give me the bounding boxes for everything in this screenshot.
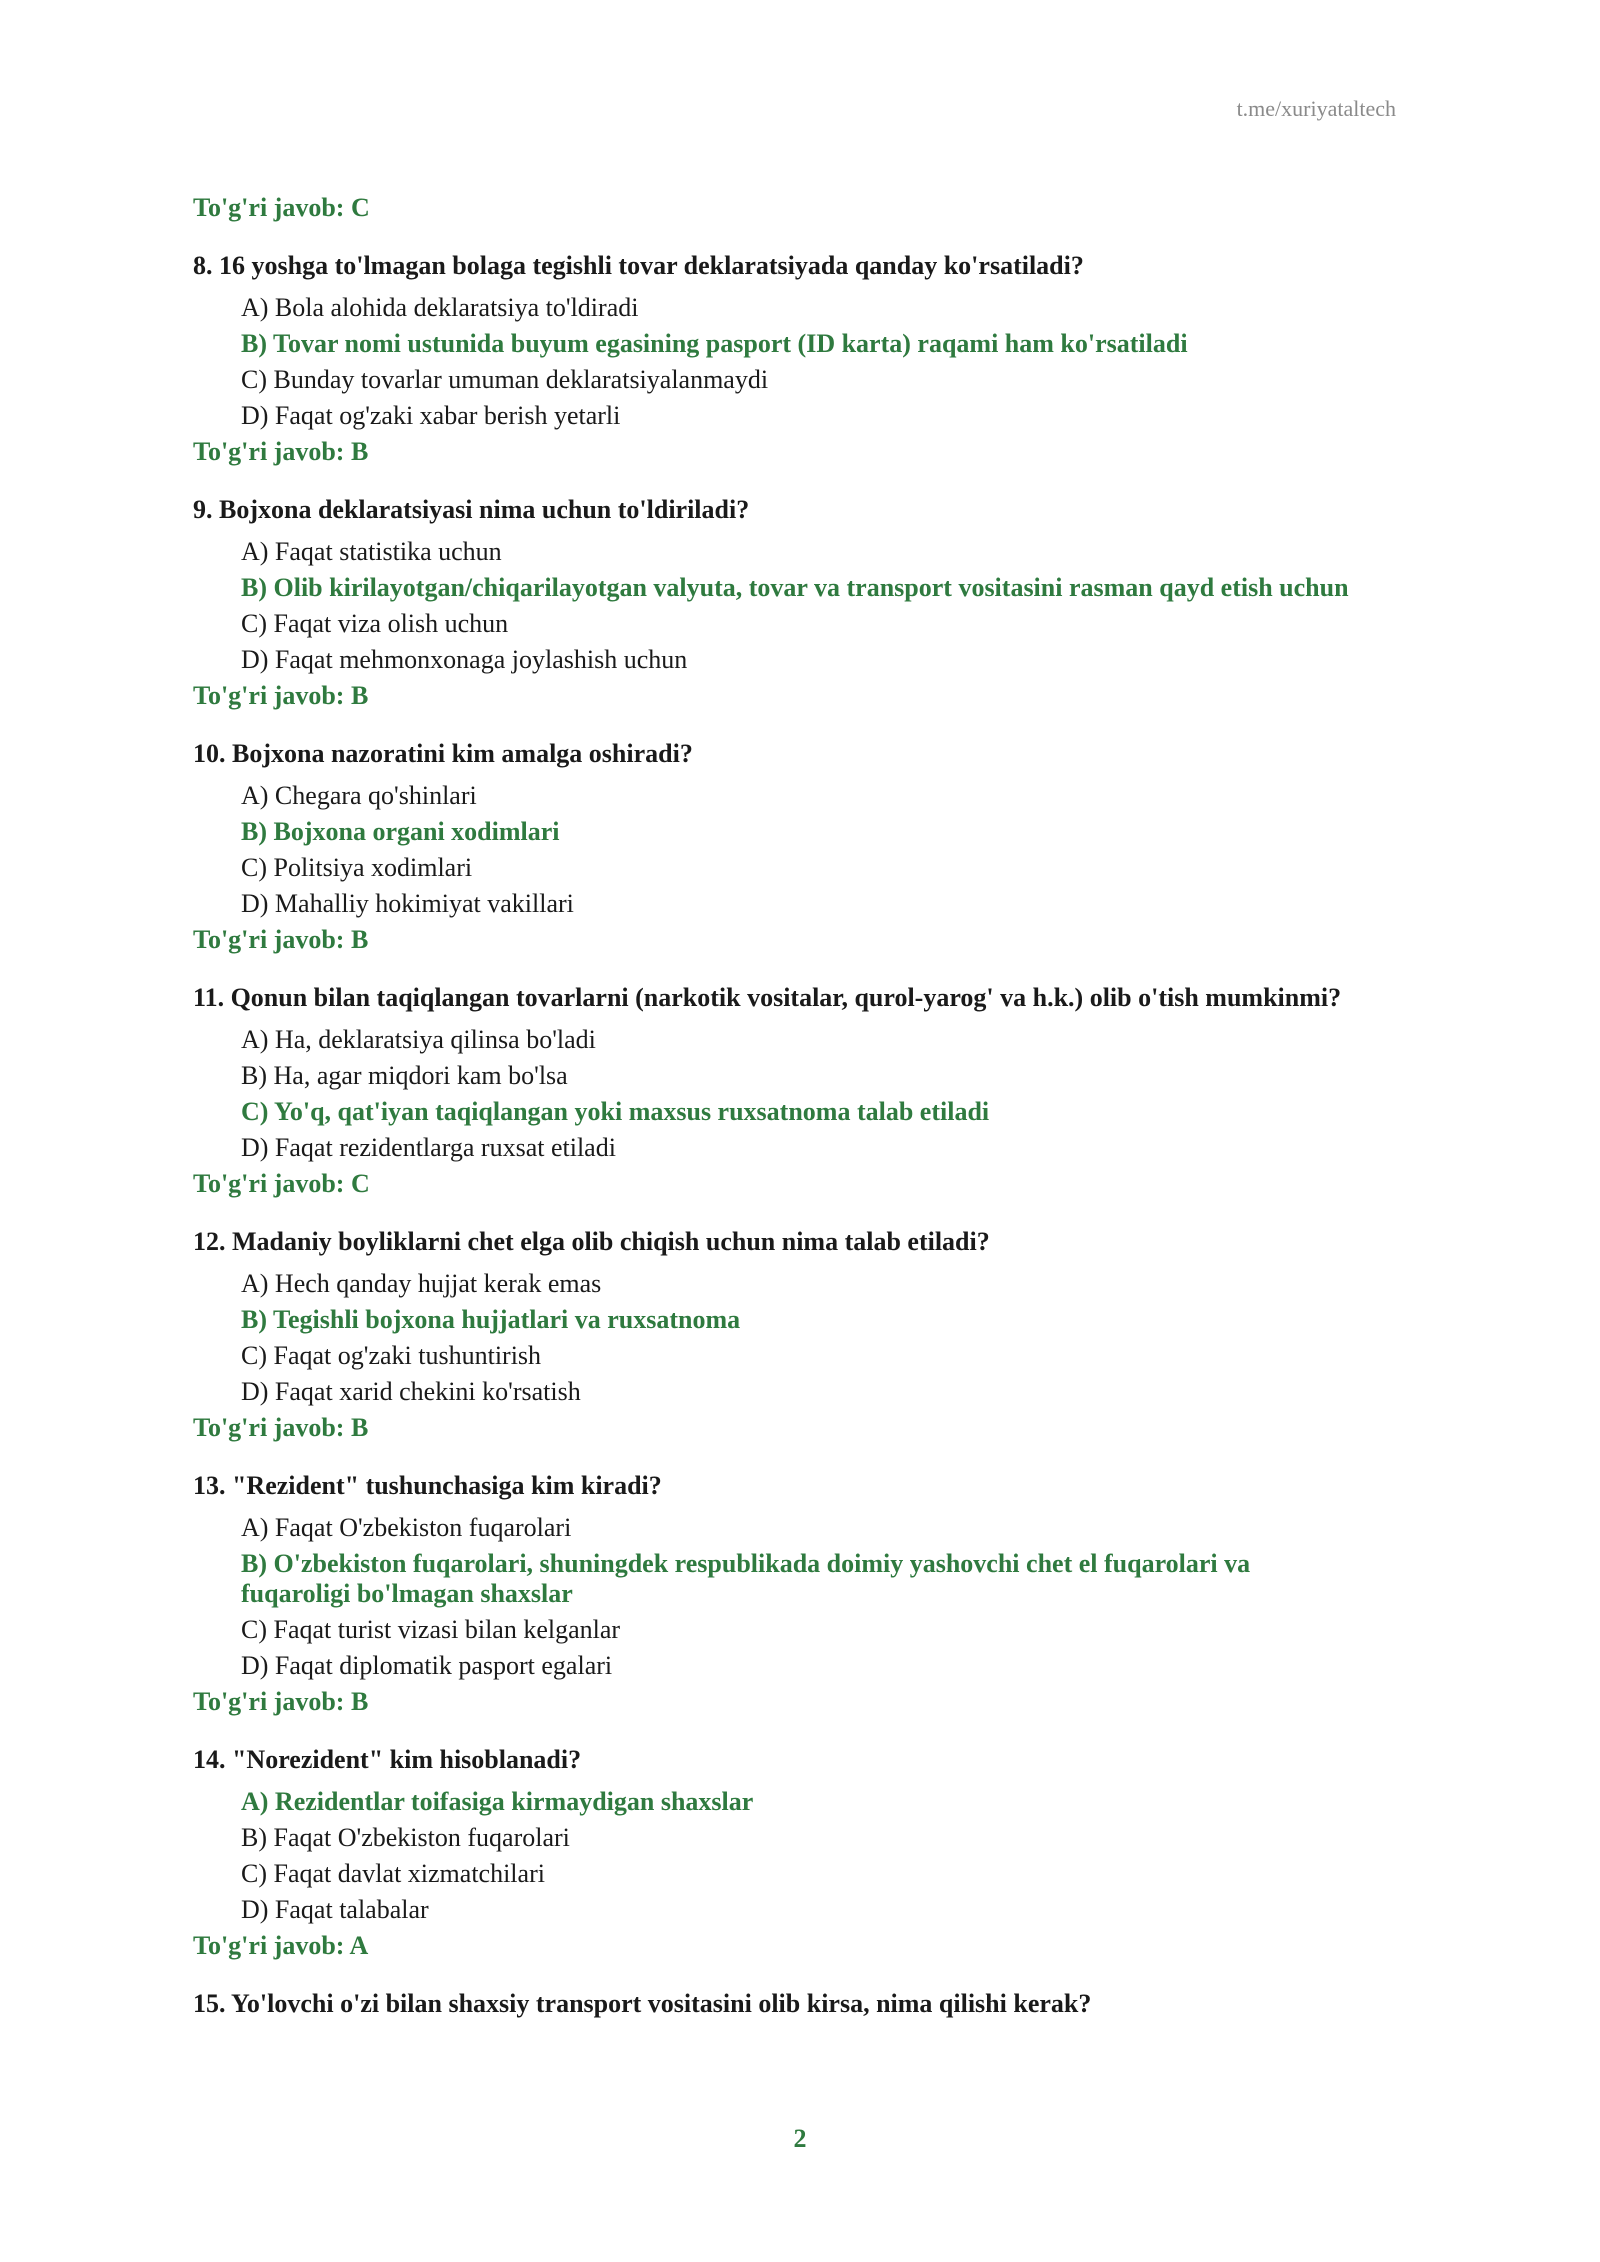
option-c-correct: C) Yo'q, qat'iyan taqiqlangan yoki maxsus ruxsatnoma talab etiladi bbox=[241, 1097, 990, 1126]
option-list bbox=[193, 1784, 1423, 1928]
question-title: 11. Qonun bilan taqiqlangan tovarlarni (narkotik vositalar, qurol-yarog' va h.k.) olib o'tish mumkinmi? bbox=[193, 983, 1342, 1012]
option-a: A) Faqat O'zbekiston fuqarolari bbox=[241, 1513, 572, 1542]
answer-line: To'g'ri javob: A bbox=[193, 1931, 369, 1960]
option-c: C) Bunday tovarlar umuman deklaratsiyalanmaydi bbox=[241, 365, 769, 394]
question-title: 12. Madaniy boyliklarni chet elga olib chiqish uchun nima talab etiladi? bbox=[193, 1227, 990, 1256]
option-d: D) Mahalliy hokimiyat vakillari bbox=[241, 889, 574, 918]
option-b-correct: B) O'zbekiston fuqarolari, shuningdek respublikada doimiy yashovchi chet el fuqarolari va fuqaroligi bo'lmagan shaxslar bbox=[241, 1549, 1251, 1608]
option-b: B) Faqat O'zbekiston fuqarolari bbox=[241, 1823, 570, 1852]
option-d: D) Faqat rezidentlarga ruxsat etiladi bbox=[241, 1133, 616, 1162]
document-body bbox=[193, 190, 1423, 2028]
answer-line: To'g'ri javob: B bbox=[193, 681, 369, 710]
option-c: C) Faqat turist vizasi bilan kelganlar bbox=[241, 1615, 621, 1644]
option-d: D) Faqat talabalar bbox=[241, 1895, 429, 1924]
option-b-correct: B) Tegishli bojxona hujjatlari va ruxsatnoma bbox=[241, 1305, 741, 1334]
option-c: C) Faqat viza olish uchun bbox=[241, 609, 509, 638]
option-a-correct: A) Rezidentlar toifasiga kirmaydigan shaxslar bbox=[241, 1787, 754, 1816]
option-a: A) Faqat statistika uchun bbox=[241, 537, 502, 566]
option-list bbox=[193, 290, 1423, 434]
question-title: 13. "Rezident" tushunchasiga kim kiradi? bbox=[193, 1471, 662, 1500]
option-d: D) Faqat xarid chekini ko'rsatish bbox=[241, 1377, 581, 1406]
option-list bbox=[193, 778, 1423, 922]
option-list bbox=[193, 1022, 1423, 1166]
option-d: D) Faqat diplomatik pasport egalari bbox=[241, 1651, 613, 1680]
option-list bbox=[193, 1266, 1423, 1410]
question-block bbox=[193, 1742, 1423, 1964]
option-b-correct: B) Olib kirilayotgan/chiqarilayotgan valyuta, tovar va transport vositasini rasman qayd etish uchun bbox=[241, 573, 1349, 602]
option-a: A) Chegara qo'shinlari bbox=[241, 781, 477, 810]
question-block bbox=[193, 1986, 1423, 2022]
answer-line: To'g'ri javob: C bbox=[193, 193, 370, 222]
question-title: 10. Bojxona nazoratini kim amalga oshiradi? bbox=[193, 739, 693, 768]
option-b-correct: B) Bojxona organi xodimlari bbox=[241, 817, 560, 846]
answer-line: To'g'ri javob: B bbox=[193, 437, 369, 466]
header-link[interactable]: t.me/xuriyataltech bbox=[1236, 96, 1396, 121]
option-d: D) Faqat og'zaki xabar berish yetarli bbox=[241, 401, 621, 430]
question-block bbox=[193, 492, 1423, 714]
answer-line: To'g'ri javob: B bbox=[193, 1413, 369, 1442]
option-d: D) Faqat mehmonxonaga joylashish uchun bbox=[241, 645, 688, 674]
question-block bbox=[193, 736, 1423, 958]
option-c: C) Politsiya xodimlari bbox=[241, 853, 473, 882]
option-list bbox=[193, 534, 1423, 678]
answer-line: To'g'ri javob: B bbox=[193, 925, 369, 954]
question-block bbox=[193, 248, 1423, 470]
question-block bbox=[193, 1224, 1423, 1446]
option-list bbox=[193, 1510, 1423, 1684]
question-title: 9. Bojxona deklaratsiyasi nima uchun to'ldiriladi? bbox=[193, 495, 750, 524]
page-number: 2 bbox=[793, 2124, 807, 2153]
question-block bbox=[193, 1468, 1423, 1720]
question-title: 8. 16 yoshga to'lmagan bolaga tegishli tovar deklaratsiyada qanday ko'rsatiladi? bbox=[193, 251, 1084, 280]
option-b-correct: B) Tovar nomi ustunida buyum egasining pasport (ID karta) raqami ham ko'rsatiladi bbox=[241, 329, 1188, 358]
option-a: A) Bola alohida deklaratsiya to'ldiradi bbox=[241, 293, 639, 322]
answer-line: To'g'ri javob: C bbox=[193, 1169, 370, 1198]
answer-line: To'g'ri javob: B bbox=[193, 1687, 369, 1716]
option-b: B) Ha, agar miqdori kam bo'lsa bbox=[241, 1061, 568, 1090]
question-title: 14. "Norezident" kim hisoblanadi? bbox=[193, 1745, 582, 1774]
question-block bbox=[193, 980, 1423, 1202]
option-c: C) Faqat og'zaki tushuntirish bbox=[241, 1341, 542, 1370]
option-a: A) Hech qanday hujjat kerak emas bbox=[241, 1269, 602, 1298]
option-a: A) Ha, deklaratsiya qilinsa bo'ladi bbox=[241, 1025, 596, 1054]
question-title: 15. Yo'lovchi o'zi bilan shaxsiy transport vositasini olib kirsa, nima qilishi kerak? bbox=[193, 1989, 1092, 2018]
option-c: C) Faqat davlat xizmatchilari bbox=[241, 1859, 545, 1888]
